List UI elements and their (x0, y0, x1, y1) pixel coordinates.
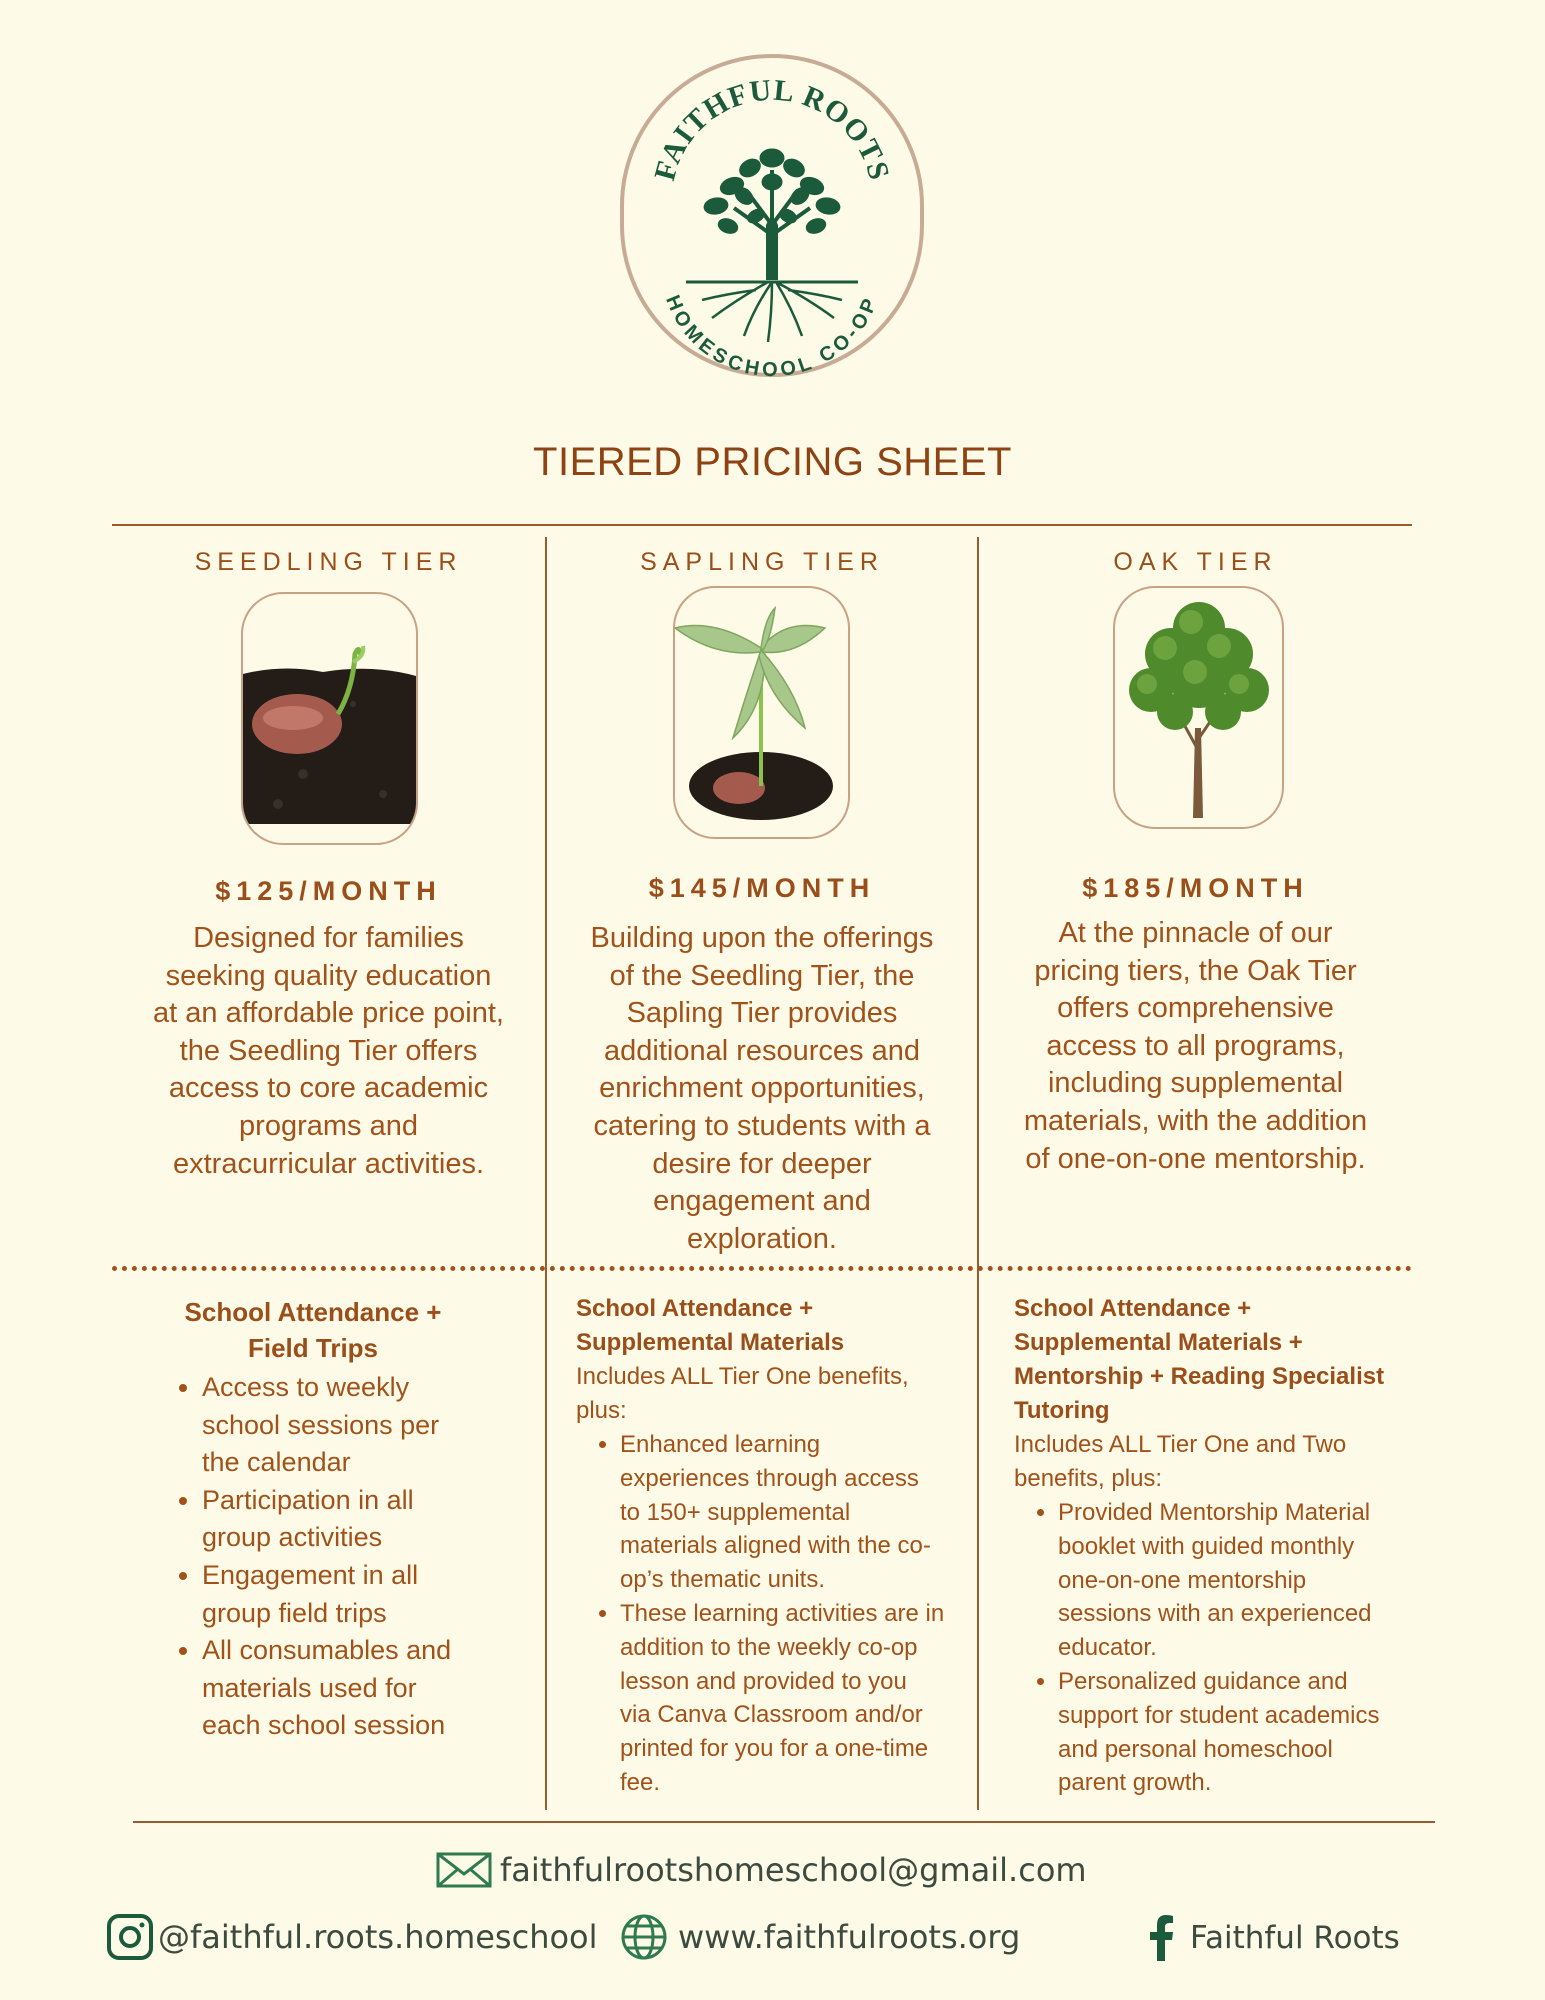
seedling-image (241, 592, 418, 845)
description-line: at an affordable price point, (153, 997, 504, 1030)
benefit-line: educator. (1058, 1634, 1157, 1662)
benefit-line: lesson and provided to you (620, 1667, 907, 1695)
benefit-line: addition to the weekly co-op (620, 1633, 918, 1661)
benefits-intro-line: benefits, plus: (1014, 1465, 1163, 1492)
benefits-list (172, 1369, 532, 1745)
tier-description (979, 915, 1412, 1178)
benefit-line: fee. (620, 1768, 661, 1796)
description-line: including supplemental (1047, 1067, 1344, 1100)
benefits-heading-line: School Attendance + (184, 1297, 442, 1327)
facebook-icon (1150, 1915, 1174, 1961)
benefits-heading-line: Field Trips (247, 1333, 379, 1363)
benefit-item (620, 1597, 1005, 1800)
instagram-handle[interactable]: @faithful.roots.homeschool (158, 1918, 598, 1956)
description-line: seeking quality education (165, 959, 492, 992)
benefit-line: via Canva Classroom and/or (620, 1701, 923, 1729)
description-line: access to all programs, (1046, 1029, 1345, 1062)
email-address[interactable]: faithfulrootshomeschool@gmail.com (500, 1851, 1087, 1889)
benefit-item (202, 1369, 532, 1482)
mail-icon (436, 1852, 492, 1888)
benefits-list (590, 1428, 1005, 1800)
brand-logo (616, 50, 928, 400)
description-line: of the Seedling Tier, the (609, 959, 915, 992)
benefits-intro-line: plus: (576, 1397, 627, 1424)
tier-description (112, 920, 545, 1183)
benefit-line: school sessions per (202, 1409, 440, 1440)
benefits-heading-line: Supplemental Materials + (1014, 1329, 1303, 1356)
description-line: pricing tiers, the Oak Tier (1034, 954, 1357, 987)
description-line: the Seedling Tier offers (179, 1034, 478, 1067)
description-line: extracurricular activities. (172, 1147, 485, 1180)
page-title: TIERED PRICING SHEET (533, 440, 1012, 484)
benefits-heading (112, 1294, 514, 1366)
description-line: Building upon the offerings (590, 922, 934, 954)
instagram-icon (106, 1913, 154, 1961)
tier-price: $125/MONTH (215, 876, 442, 906)
website-url[interactable]: www.faithfulroots.org (678, 1918, 1021, 1956)
benefit-item (202, 1632, 532, 1745)
description-line: offers comprehensive (1057, 992, 1334, 1025)
benefit-line: group field trips (202, 1597, 387, 1628)
tier-name: SEEDLING TIER (194, 548, 463, 576)
benefit-line: one-on-one mentorship (1058, 1566, 1307, 1594)
benefit-item (1058, 1496, 1448, 1665)
globe-icon (620, 1913, 668, 1961)
description-line: At the pinnacle of our (1058, 917, 1333, 949)
benefit-line: • These learning activities are in (620, 1599, 945, 1627)
tier-name: SAPLING TIER (640, 548, 884, 576)
brand-arc-top: FAITHFUL ROOTS (648, 73, 896, 184)
benefit-line: • All consumables and (202, 1635, 452, 1666)
description-line: engagement and (653, 1185, 871, 1218)
benefits-heading (576, 1292, 966, 1360)
top-divider (112, 524, 1412, 526)
benefit-line: sessions with an experienced (1058, 1600, 1372, 1628)
description-line: Sapling Tier provides (626, 997, 898, 1030)
benefit-line: experiences through access (620, 1464, 919, 1492)
benefit-line: each school session (202, 1710, 446, 1741)
benefits-intro-line: Includes ALL Tier One and Two (1014, 1431, 1347, 1458)
tier-price: $185/MONTH (1082, 873, 1309, 903)
benefit-line: • Access to weekly (202, 1372, 410, 1402)
benefit-line: op’s thematic units. (620, 1566, 825, 1594)
tier-description (547, 920, 977, 1258)
description-line: programs and (239, 1109, 418, 1142)
description-line: materials, with the addition (1023, 1104, 1368, 1137)
brand-arc-bottom: HOMESCHOOL CO-OP (661, 292, 883, 382)
description-line: of one-on-one mentorship. (1025, 1142, 1366, 1175)
benefit-line: • Provided Mentorship Material (1058, 1499, 1371, 1526)
benefit-line: • Enhanced learning (620, 1431, 821, 1458)
benefit-line: and personal homeschool (1058, 1735, 1333, 1763)
website-contact[interactable] (620, 1913, 1020, 1961)
dotted-divider (112, 1266, 1412, 1271)
benefit-line: parent growth. (1058, 1769, 1212, 1797)
benefit-line: the calendar (202, 1447, 351, 1478)
benefit-line: support for student academics (1058, 1701, 1380, 1729)
tier-price: $145/MONTH (648, 873, 876, 903)
description-line: additional resources and (604, 1034, 920, 1067)
description-line: exploration. (687, 1222, 837, 1255)
benefits-heading-line: Mentorship + Reading Specialist (1014, 1363, 1385, 1390)
instagram-contact[interactable] (106, 1913, 598, 1961)
facebook-page[interactable]: Faithful Roots (1190, 1920, 1400, 1956)
benefits-heading-line: School Attendance + (576, 1295, 814, 1322)
facebook-contact[interactable] (1150, 1913, 1400, 1963)
benefits-heading-line: Tutoring (1014, 1397, 1110, 1424)
benefits-list (1028, 1496, 1448, 1800)
description-line: catering to students with a (593, 1109, 931, 1142)
benefits-heading-line: Supplemental Materials (576, 1329, 845, 1356)
benefit-item (202, 1482, 532, 1557)
description-line: access to core academic (168, 1072, 489, 1105)
benefits-intro (576, 1360, 966, 1428)
benefit-item (202, 1557, 532, 1632)
bottom-divider (133, 1821, 1435, 1823)
benefit-line: to 150+ supplemental (620, 1498, 851, 1526)
benefit-item (620, 1428, 1005, 1597)
description-line: desire for deeper (652, 1147, 872, 1180)
benefit-line: booklet with guided monthly (1058, 1532, 1355, 1560)
benefits-intro-line: Includes ALL Tier One benefits, (576, 1363, 909, 1390)
sapling-image (673, 586, 850, 839)
benefit-line: • Personalized guidance and (1058, 1667, 1348, 1695)
tree-icon (686, 149, 858, 342)
benefits-heading (1014, 1292, 1414, 1428)
email-contact[interactable] (436, 1848, 1087, 1892)
benefit-line: printed for you for a one-time (620, 1735, 929, 1763)
oak-tree-image (1113, 586, 1284, 829)
benefits-intro (1014, 1428, 1414, 1496)
benefit-line: • Participation in all (202, 1484, 414, 1515)
benefits-heading-line: School Attendance + (1014, 1295, 1252, 1322)
benefit-line: • Engagement in all (202, 1559, 419, 1590)
benefit-line: group activities (202, 1522, 383, 1553)
tier-name: OAK TIER (1113, 548, 1278, 576)
description-line: Designed for families (193, 922, 464, 954)
benefit-line: materials aligned with the co- (620, 1532, 931, 1560)
benefit-line: materials used for (202, 1672, 417, 1703)
benefit-item (1058, 1665, 1448, 1800)
description-line: enrichment opportunities, (599, 1072, 925, 1105)
